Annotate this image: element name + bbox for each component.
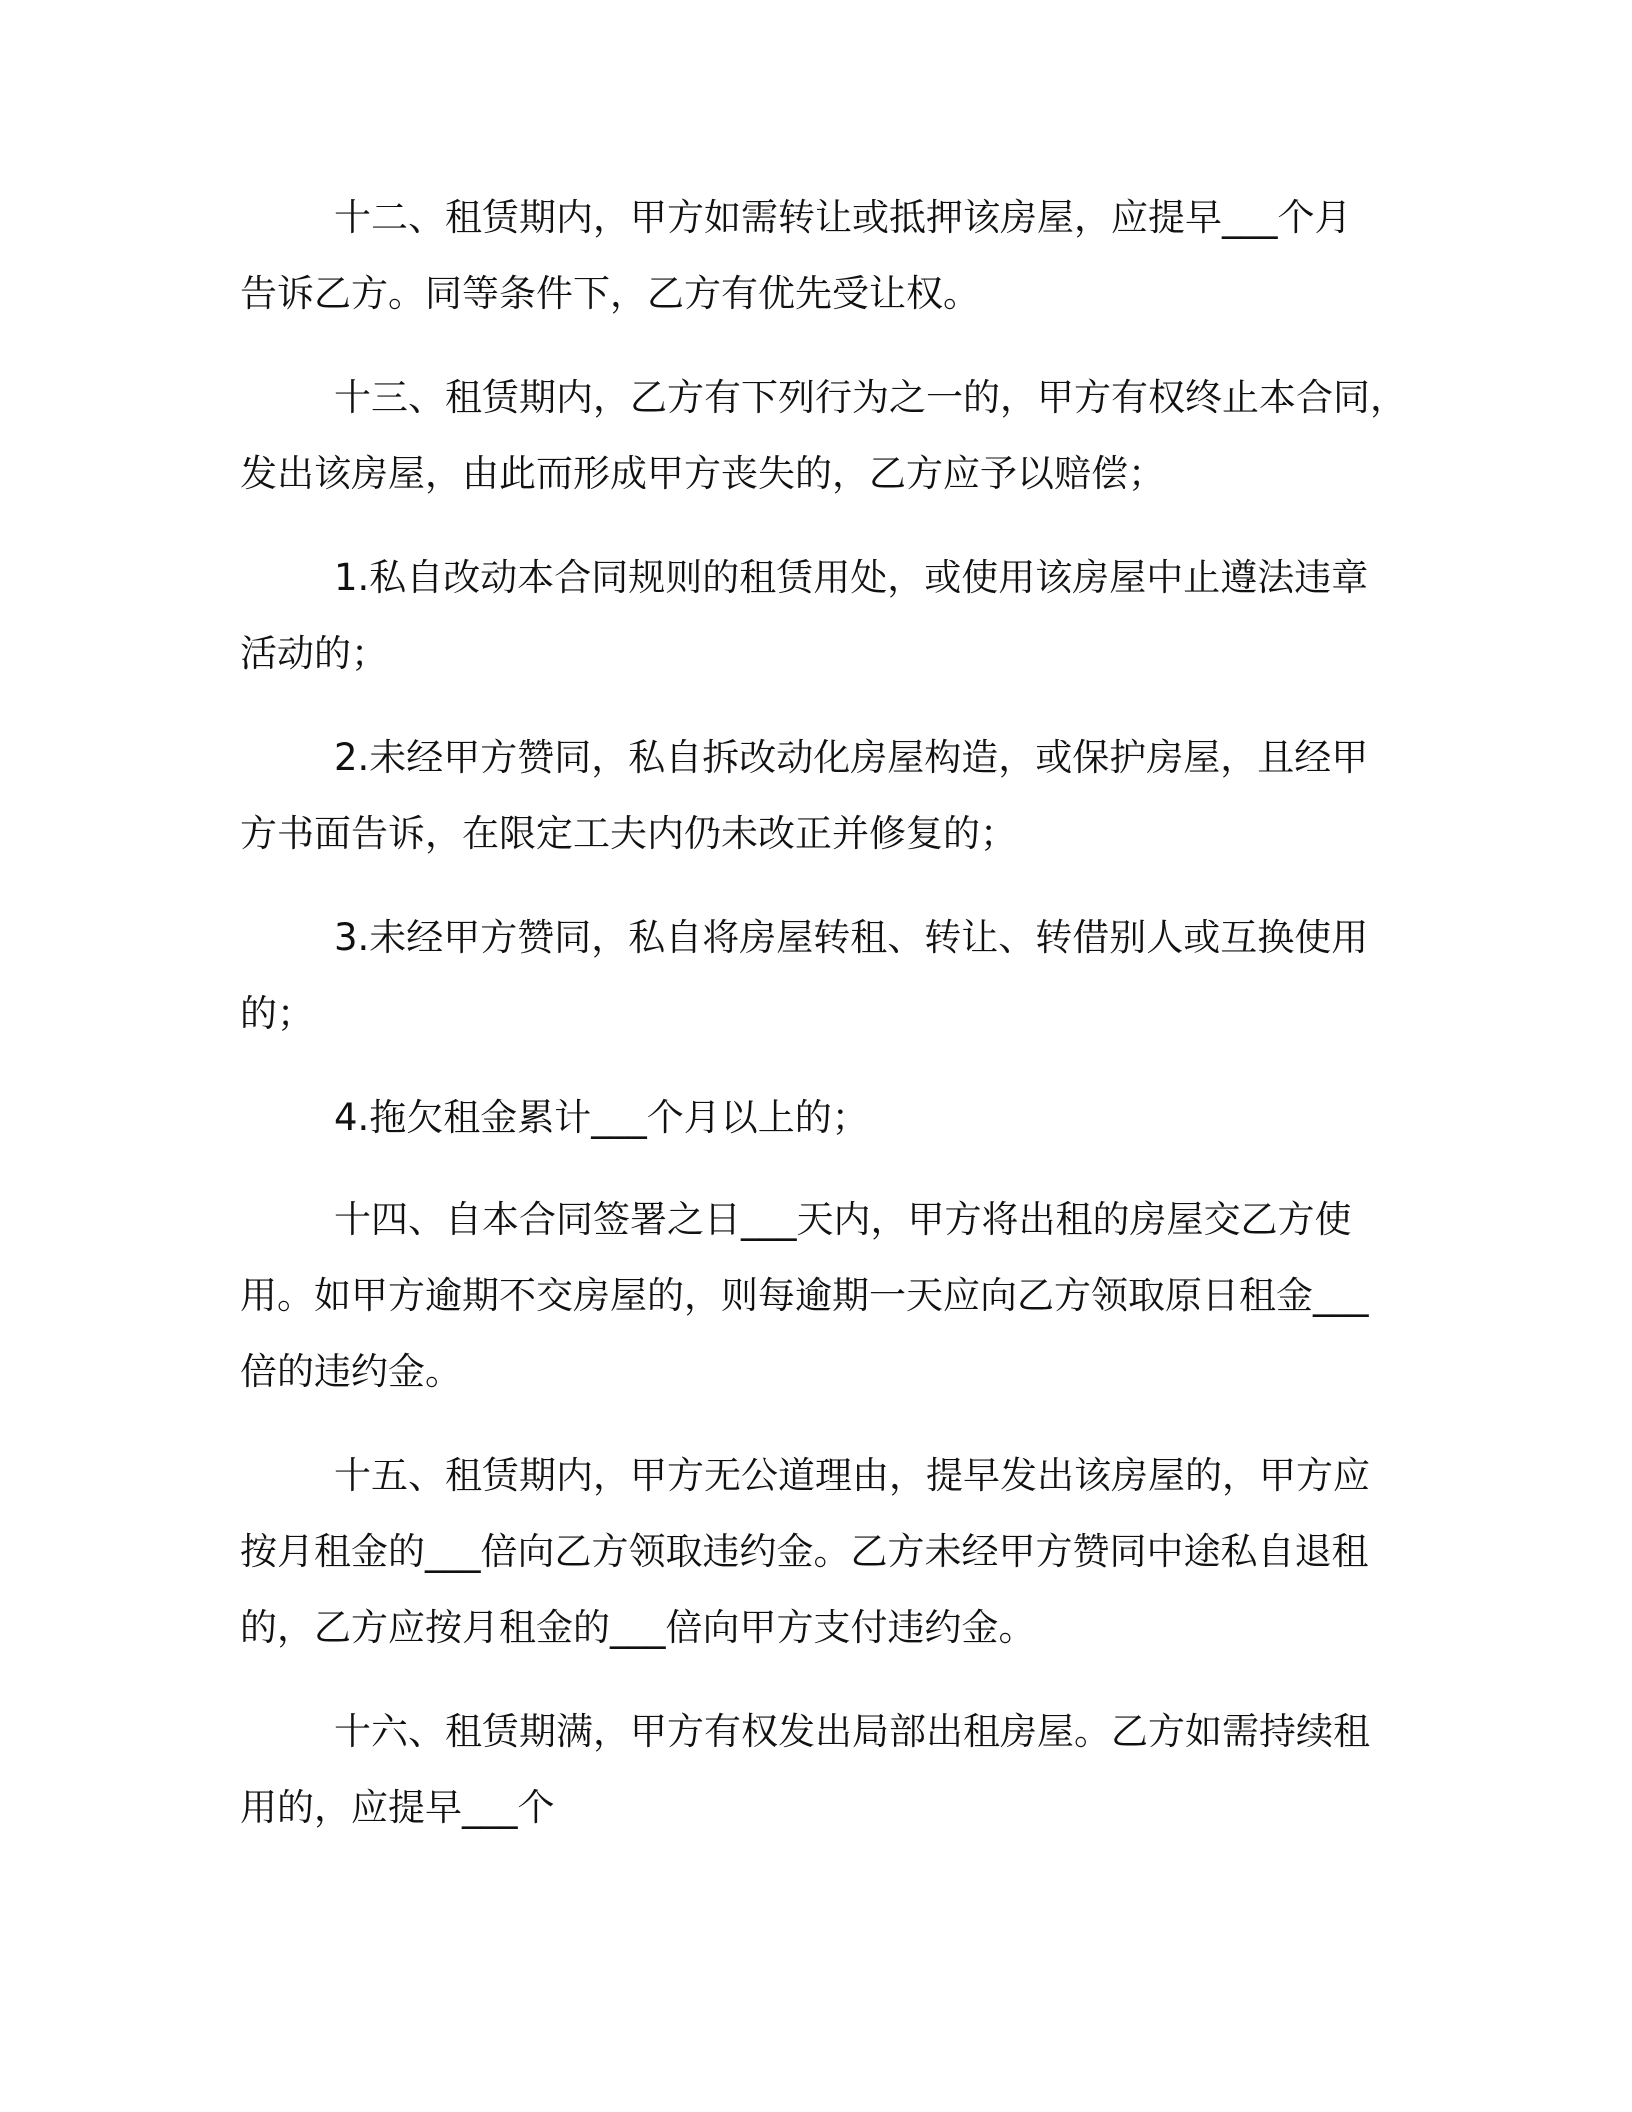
item-1-line-1: 1.私自改动本合同规则的租赁用处，或使用该房屋中止遵法违章 — [334, 556, 1369, 599]
item-2-line-1: 2.未经甲方赞同，私自拆改动化房屋构造，或保护房屋，且经甲 — [334, 736, 1369, 779]
clause-13-item-4 — [240, 1080, 1405, 1156]
clause-13-item-2 — [240, 720, 1405, 872]
clause-16 — [240, 1694, 1405, 1846]
item-2-line-2: 方书面告诉，在限定工夫内仍未改正并修复的； — [240, 812, 1017, 855]
clause-13-line-2: 发出该房屋，由此而形成甲方丧失的，乙方应予以赔偿； — [240, 452, 1165, 495]
clause-14-line-2: 用。如甲方逾期不交房屋的，则每逾期一天应向乙方领取原日租金___ — [240, 1274, 1369, 1317]
clause-12-line-1: 十二、租赁期内，甲方如需转让或抵押该房屋，应提早___个月 — [334, 196, 1352, 239]
clause-12 — [240, 180, 1405, 332]
clause-14 — [240, 1182, 1405, 1410]
clause-12-line-2: 告诉乙方。同等条件下，乙方有优先受让权。 — [240, 272, 980, 315]
clause-13 — [240, 360, 1405, 512]
clause-14-line-1: 十四、自本合同签署之日___天内，甲方将出租的房屋交乙方使 — [334, 1198, 1352, 1241]
clause-15-line-2: 按月租金的___倍向乙方领取违约金。乙方未经甲方赞同中途私自退租 — [240, 1530, 1369, 1573]
item-4-line-1: 4.拖欠租金累计___个月以上的； — [334, 1096, 869, 1139]
clause-16-line-1: 十六、租赁期满，甲方有权发出局部出租房屋。乙方如需持续租 — [334, 1710, 1370, 1753]
clause-14-line-3: 倍的违约金。 — [240, 1350, 462, 1393]
clause-15 — [240, 1438, 1405, 1666]
clause-13-item-1 — [240, 540, 1405, 692]
item-1-line-2: 活动的； — [240, 632, 388, 675]
clause-13-item-3 — [240, 900, 1405, 1052]
item-3-line-2: 的； — [240, 992, 314, 1035]
item-3-line-1: 3.未经甲方赞同，私自将房屋转租、转让、转借别人或互换使用 — [334, 916, 1369, 959]
clause-15-line-3: 的，乙方应按月租金的___倍向甲方支付违约金。 — [240, 1606, 1036, 1649]
clause-15-line-1: 十五、租赁期内，甲方无公道理由，提早发出该房屋的，甲方应 — [334, 1454, 1370, 1497]
clause-13-line-1: 十三、租赁期内，乙方有下列行为之一的，甲方有权终止本合同， — [334, 376, 1407, 419]
clause-16-line-2: 用的，应提早___个 — [240, 1786, 555, 1829]
